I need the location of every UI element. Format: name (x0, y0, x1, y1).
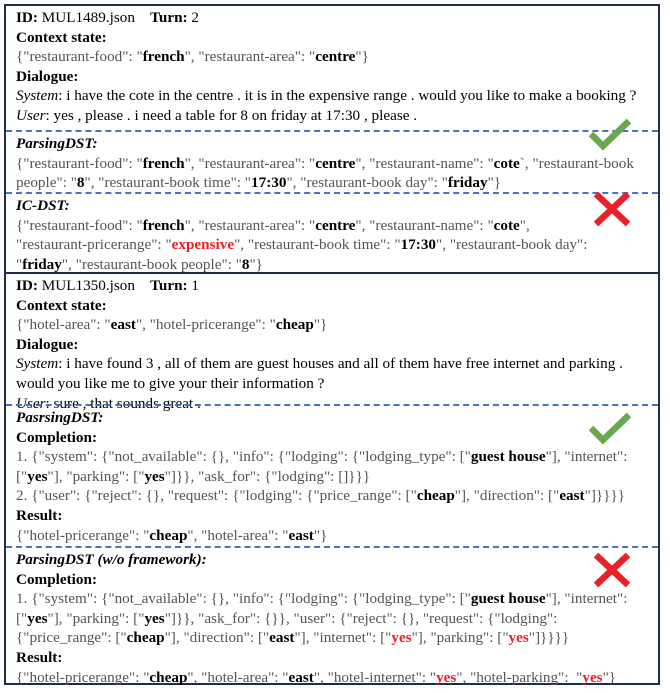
completion-label: Completion: (16, 570, 97, 588)
id-label: ID: (16, 9, 38, 26)
example-2-dialogue (6, 274, 658, 413)
figure-frame (4, 4, 660, 685)
cross-icon (590, 191, 634, 227)
user-speaker: User (16, 394, 46, 412)
icdst-title: IC-DST: (16, 197, 70, 214)
context-state-value: {"restaurant-food": "french", "restaurant-area": "centre"} (16, 48, 369, 66)
parsingdst-title: PasrsingDST: (16, 409, 104, 426)
dialogue-label: Dialogue: (16, 335, 79, 353)
dialogue-label: Dialogue: (16, 67, 79, 85)
system-utterance (16, 86, 648, 106)
context-state-label: Context state: (16, 28, 107, 46)
user-speaker: User (16, 106, 46, 124)
system-text: : i have the cote in the centre . it is in the expensive range . would you like to make a booking ? (58, 87, 637, 105)
completion-label: Completion: (16, 428, 97, 446)
completion-line: 1. {"system": {"not_available": {}, "info": {"lodging": {"lodging_type": ["guest house"], "internet": (16, 590, 628, 608)
completion-line: 1. {"system": {"not_available": {}, "info": {"lodging": {"lodging_type": ["guest house"], "internet": (16, 448, 628, 466)
turn-value: 1 (191, 277, 199, 294)
turn-value: 2 (191, 9, 199, 26)
result-value: {"hotel-pricerange": "cheap", "hotel-area": "east"} (16, 526, 328, 544)
user-utterance (16, 106, 648, 126)
cross-icon (590, 552, 634, 588)
completion-line: 2. {"user": {"reject": {}, "request": {"lodging": {"price_range": ["cheap"], "direction": ["east"]}}}} (16, 487, 626, 505)
result-label: Result: (16, 648, 63, 666)
check-icon (588, 116, 632, 152)
system-text: : i have found 3 , all of them are guest houses and all of them have free internet and parking . would you like me to give your their information ? (16, 355, 623, 392)
result-label: Result: (16, 506, 63, 524)
parsingdst-state: {"restaurant-food": "french", "restaurant-area": "centre", "restaurant-name": "cote`, "restaurant-book (16, 154, 634, 172)
result-value: {"hotel-pricerange": "cheap", "hotel-area": "east", "hotel-internet": "yes", "hotel-parking": "yes"} (16, 668, 617, 686)
user-text: : sure , that sounds great . (45, 394, 201, 412)
wo-framework-title: ParsingDST (w/o framework): (16, 551, 207, 568)
turn-label: Turn: (150, 277, 188, 294)
system-utterance (16, 354, 648, 393)
system-speaker: System (16, 87, 59, 105)
example-1-dialogue (6, 6, 658, 126)
example-1-icdst: IC-DST: {"restaurant-food": "french", "restaurant-area": "centre", "restaurant-name": "cote", "restaurant-pricerange": "expensive", "restaurant-book time": "17:30", "restaurant-book day": "friday", "restaurant-book people": "8"} (6, 194, 658, 274)
example-1-parsingdst: ParsingDST: {"restaurant-food": "french", "restaurant-area": "centre", "restaurant-name": "cote`, "restaurant-book people": "8", "restaurant-book time": "17:30", "restaurant-book day": "friday"} (6, 132, 658, 193)
context-state-label: Context state: (16, 296, 107, 314)
example-2-wo-framework: ParsingDST (w/o framework): Completion: 1. {"system": {"not_available": {}, "info": {"lodging": {"lodging_type": ["guest house"], "internet": ["yes"], "parking": ["yes"]}}, "ask_for": {}}, "user": {"reject": {}, "request": {"lodging": {"price_range": ["cheap"], "direction": ["east"], "internet": ["yes"], "parking": ["yes"]}}}} Result: {"hotel-pricerange": "cheap", "hotel-area": "east", "hotel-internet": "yes", "hotel-parking": "yes"} (6, 548, 658, 687)
context-state-value: {"hotel-area": "east", "hotel-pricerange": "cheap"} (16, 316, 328, 334)
system-speaker: System (16, 355, 59, 373)
turn-label: Turn: (150, 9, 188, 26)
parsingdst-title: ParsingDST: (16, 135, 98, 152)
user-text: : yes , please . i need a table for 8 on friday at 17:30 , please . (45, 106, 418, 124)
icdst-state: {"restaurant-food": "french", "restaurant-area": "centre", "restaurant-name": "cote", (16, 216, 530, 234)
check-icon (588, 410, 632, 446)
id-value: MUL1350.json (41, 277, 135, 294)
id-label: ID: (16, 277, 38, 294)
id-value: MUL1489.json (41, 9, 135, 26)
example-2-parsingdst: PasrsingDST: Completion: 1. {"system": {"not_available": {}, "info": {"lodging": {"lodging_type": ["guest house"], "internet": ["yes"], "parking": ["yes"]}}, "ask_for": {"lodging": []}}} 2. {"user": {"reject": {}, "request": {"lodging": {"price_range": ["cheap"], "direction": ["east"]}}}} Result: {"hotel-pricerange": "cheap", "hotel-area": "east"} (6, 406, 658, 545)
